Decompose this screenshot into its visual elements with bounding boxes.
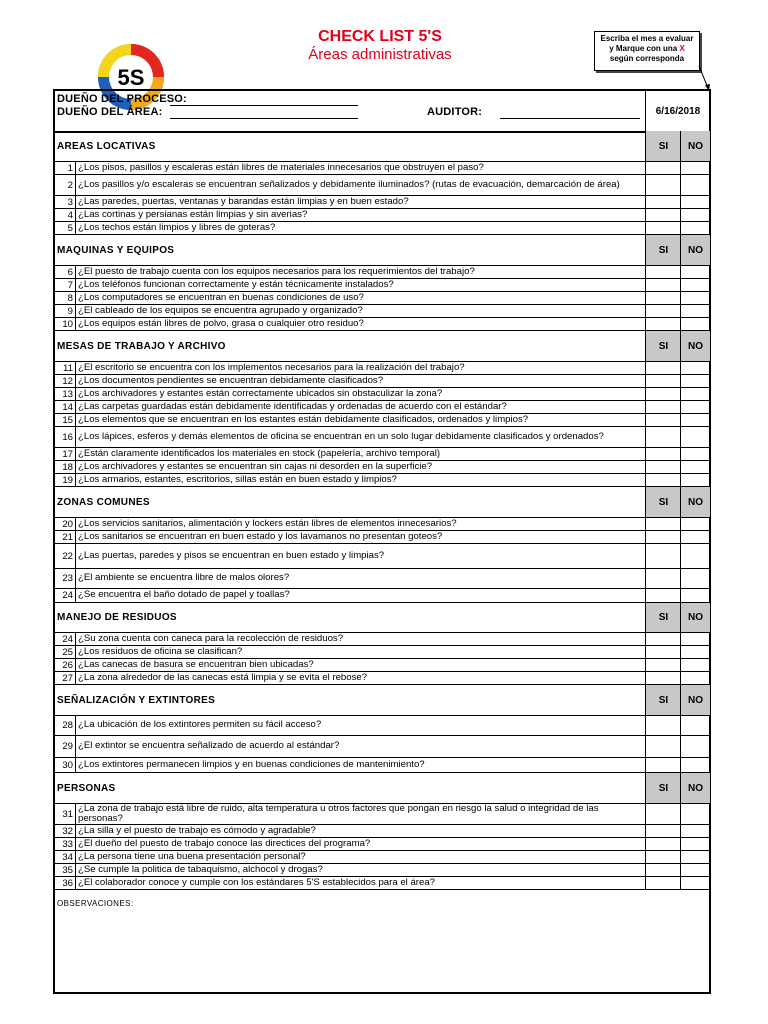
title-line2: Áreas administrativas <box>308 46 452 63</box>
item-question: ¿El cableado de los equipos se encuentra agrupado y organizado? <box>75 305 645 317</box>
item-question: ¿El puesto de trabajo cuenta con los equipos necesarios para los requerimientos del trabajo? <box>75 266 645 278</box>
no-checkbox[interactable] <box>680 461 709 473</box>
item-question: ¿Los archivadores y estantes se encuentran sin cajas ni desorden en la superficie? <box>75 461 645 473</box>
section-title: MANEJO DE RESIDUOS <box>57 612 177 623</box>
item-number: 6 <box>67 266 73 278</box>
si-column-header: SI <box>645 773 681 803</box>
section-header <box>55 487 709 518</box>
no-checkbox[interactable] <box>680 388 709 400</box>
checklist-item <box>55 427 709 448</box>
si-checkbox[interactable] <box>645 362 680 374</box>
si-checkbox[interactable] <box>645 716 680 735</box>
si-column-header: SI <box>645 685 681 715</box>
no-checkbox[interactable] <box>680 175 709 195</box>
checklist-item <box>55 716 709 736</box>
no-checkbox[interactable] <box>680 633 709 645</box>
si-checkbox[interactable] <box>645 672 680 684</box>
si-checkbox[interactable] <box>645 175 680 195</box>
si-checkbox[interactable] <box>645 461 680 473</box>
item-number: 32 <box>62 825 73 837</box>
si-checkbox[interactable] <box>645 266 680 278</box>
owner-process-field[interactable] <box>170 105 358 106</box>
item-number: 17 <box>62 448 73 460</box>
no-checkbox[interactable] <box>680 222 709 234</box>
section-header <box>55 773 709 804</box>
si-checkbox[interactable] <box>645 401 680 413</box>
no-column-header: NO <box>680 773 710 803</box>
item-number: 28 <box>62 720 73 731</box>
no-checkbox[interactable] <box>680 401 709 413</box>
item-number: 14 <box>62 401 73 413</box>
item-number: 11 <box>63 362 73 374</box>
no-checkbox[interactable] <box>680 474 709 486</box>
item-question: ¿Las canecas de basura se encuentran bien ubicadas? <box>75 659 645 671</box>
checklist-item <box>55 804 709 825</box>
si-checkbox[interactable] <box>645 589 680 602</box>
si-checkbox[interactable] <box>645 279 680 291</box>
section-title: MAQUINAS Y EQUIPOS <box>57 244 175 256</box>
no-column-header: NO <box>680 487 710 517</box>
item-number: 31 <box>62 808 73 820</box>
item-question: ¿Los documentos pendientes se encuentran debidamente clasificados? <box>75 375 645 387</box>
item-number: 21 <box>62 531 73 543</box>
checklist-item <box>55 448 709 461</box>
item-number: 29 <box>62 741 73 752</box>
item-question: ¿Los pasillos y/o escaleras se encuentran señalizados y debidamente iluminados? (rutas de evacuación, demarcación de área) <box>75 175 645 195</box>
si-column-header: SI <box>645 487 681 517</box>
checklist-item <box>55 474 709 487</box>
si-checkbox[interactable] <box>645 222 680 234</box>
section-title: AREAS LOCATIVAS <box>57 140 156 152</box>
no-checkbox[interactable] <box>680 804 709 824</box>
item-number: 23 <box>62 573 73 584</box>
si-checkbox[interactable] <box>645 388 680 400</box>
checklist-item <box>55 633 709 646</box>
item-question: ¿Los extintores permanecen limpios y en buenas condiciones de mantenimiento? <box>75 758 645 772</box>
item-question: ¿La zona de trabajo está libre de ruido, alta temperatura u otros factores que pongan en riesgo la salud o integridad de las personas? <box>75 804 645 824</box>
no-checkbox[interactable] <box>680 758 709 772</box>
no-checkbox[interactable] <box>680 864 709 876</box>
section-title: SEÑALIZACIÓN Y EXTINTORES <box>57 694 216 706</box>
item-question: ¿Las cortinas y persianas están limpias y sin averias? <box>75 209 645 221</box>
item-question: ¿El colaborador conoce y cumple con los estándares 5'S establecidos para el área? <box>75 877 645 889</box>
no-checkbox[interactable] <box>680 531 709 543</box>
item-question: ¿Los archivadores y estantes están correctamente ubicados sin obstaculizar la zona? <box>75 388 645 400</box>
no-checkbox[interactable] <box>680 362 709 374</box>
section-header <box>55 131 709 162</box>
checklist-item <box>55 305 709 318</box>
item-number: 1 <box>67 162 73 174</box>
checklist-item <box>55 162 709 175</box>
item-question: ¿Las puertas, paredes y pisos se encuentran en buen estado y limpias? <box>75 544 645 568</box>
observations-label: OBSERVACIONES: <box>57 899 134 908</box>
checklist-item <box>55 531 709 544</box>
no-checkbox[interactable] <box>680 646 709 658</box>
item-number: 24 <box>62 590 73 601</box>
si-checkbox[interactable] <box>645 414 680 426</box>
si-checkbox[interactable] <box>645 162 680 174</box>
section-title: MESAS DE TRABAJO Y ARCHIVO <box>57 340 226 352</box>
item-question: ¿La silla y el puesto de trabajo es cómodo y agradable? <box>75 825 645 837</box>
checklist-item <box>55 196 709 209</box>
item-number: 15 <box>62 414 73 426</box>
no-checkbox[interactable] <box>680 318 709 330</box>
item-number: 3 <box>67 196 73 208</box>
item-number: 8 <box>67 292 73 304</box>
note-x-mark: X <box>679 44 685 53</box>
checklist-item <box>55 736 709 758</box>
checklist-item <box>55 851 709 864</box>
si-checkbox[interactable] <box>645 659 680 671</box>
item-number: 24 <box>62 633 73 645</box>
checklist-item <box>55 569 709 589</box>
checklist-item <box>55 401 709 414</box>
item-question: ¿Los servicios sanitarios, alimentación y lockers están libres de elementos innecesarios? <box>75 518 645 530</box>
item-question: ¿Los pisos, pasillos y escaleras están libres de materiales innecesarios que obstruyen el paso? <box>75 162 645 174</box>
no-checkbox[interactable] <box>680 305 709 317</box>
auditor-label: AUDITOR: <box>427 106 483 118</box>
item-question: ¿La zona alrededor de las canecas está limpia y se evita el rebose? <box>75 672 645 684</box>
no-checkbox[interactable] <box>680 877 709 889</box>
si-checkbox[interactable] <box>645 569 680 588</box>
no-checkbox[interactable] <box>680 716 709 735</box>
no-checkbox[interactable] <box>680 672 709 684</box>
checklist-item <box>55 589 709 603</box>
item-number: 20 <box>62 518 73 530</box>
no-checkbox[interactable] <box>680 569 709 588</box>
checklist-item <box>55 318 709 331</box>
si-checkbox[interactable] <box>645 474 680 486</box>
no-checkbox[interactable] <box>680 279 709 291</box>
checklist-item <box>55 877 709 890</box>
no-column-header: NO <box>680 685 710 715</box>
no-checkbox[interactable] <box>680 736 709 757</box>
checklist-item <box>55 646 709 659</box>
checklist-item <box>55 461 709 474</box>
section-header <box>55 331 709 362</box>
si-checkbox[interactable] <box>645 209 680 221</box>
si-checkbox[interactable] <box>645 318 680 330</box>
no-checkbox[interactable] <box>680 825 709 837</box>
no-column-header: NO <box>680 235 710 265</box>
no-checkbox[interactable] <box>680 589 709 602</box>
checklist-item <box>55 175 709 196</box>
item-number: 35 <box>62 864 73 876</box>
section-header <box>55 685 709 716</box>
checklist-item <box>55 659 709 672</box>
no-checkbox[interactable] <box>680 414 709 426</box>
item-question: ¿Están claramente identificados los materiales en stock (papelería, archivo temporal) <box>75 448 645 460</box>
si-checkbox[interactable] <box>645 633 680 645</box>
no-column-header: NO <box>680 131 710 161</box>
no-checkbox[interactable] <box>680 292 709 304</box>
item-number: 2 <box>67 179 73 191</box>
item-question: ¿Los elementos que se encuentran en los estantes están debidamente clasificados, ordenados y limpios? <box>75 414 645 426</box>
si-checkbox[interactable] <box>645 448 680 460</box>
checklist-item <box>55 544 709 569</box>
no-checkbox[interactable] <box>680 196 709 208</box>
si-checkbox[interactable] <box>645 804 680 824</box>
checklist-item <box>55 292 709 305</box>
si-checkbox[interactable] <box>645 825 680 837</box>
item-number: 9 <box>67 305 73 317</box>
checklist-item <box>55 362 709 375</box>
no-checkbox[interactable] <box>680 659 709 671</box>
item-question: ¿La persona tiene una buena presentación personal? <box>75 851 645 863</box>
item-number: 36 <box>62 877 73 889</box>
item-question: ¿Los teléfonos funcionan correctamente y están técnicamente instalados? <box>75 279 645 291</box>
owner-process-label: DUEÑO DEL PROCESO: <box>57 93 187 105</box>
item-number: 33 <box>62 838 73 850</box>
item-question: ¿Los lápices, esferos y demás elementos de oficina se encuentran en un solo lugar debidamente clasificados y ordenados? <box>75 427 645 447</box>
item-question: ¿Los residuos de oficina se clasifican? <box>75 646 645 658</box>
si-checkbox[interactable] <box>645 427 680 447</box>
checklist-item <box>55 279 709 292</box>
item-question: ¿Se encuentra el baño dotado de papel y toallas? <box>75 589 645 602</box>
checklist-item <box>55 388 709 401</box>
date-field[interactable]: 6/16/2018 <box>645 91 710 131</box>
no-checkbox[interactable] <box>680 375 709 387</box>
item-number: 18 <box>62 461 73 473</box>
item-question: ¿Los sanitarios se encuentran en buen estado y los lavamanos no presentan goteos? <box>75 531 645 543</box>
no-checkbox[interactable] <box>680 448 709 460</box>
checklist-item <box>55 758 709 773</box>
item-number: 12 <box>62 375 73 387</box>
section-title: PERSONAS <box>57 782 116 794</box>
no-checkbox[interactable] <box>680 427 709 447</box>
checklist-item <box>55 672 709 685</box>
si-checkbox[interactable] <box>645 544 680 568</box>
si-checkbox[interactable] <box>645 531 680 543</box>
checklist-item <box>55 825 709 838</box>
item-question: ¿El dueño del puesto de trabajo conoce las directices del programa? <box>75 838 645 850</box>
no-column-header: NO <box>680 603 710 632</box>
item-question: ¿Se cumple la politica de tabaquismo, alchocol y drogas? <box>75 864 645 876</box>
no-checkbox[interactable] <box>680 838 709 850</box>
item-number: 7 <box>67 279 73 291</box>
item-question: ¿El extintor se encuentra señalizado de acuerdo al estándar? <box>75 736 645 757</box>
auditor-field[interactable] <box>500 118 640 119</box>
no-checkbox[interactable] <box>680 544 709 568</box>
logo-text: 5S <box>117 65 145 90</box>
owner-area-field[interactable] <box>170 118 358 119</box>
note-line2 <box>595 44 699 54</box>
item-question: ¿El ambiente se encuentra libre de malos olores? <box>75 569 645 588</box>
title-line1: CHECK LIST 5'S <box>318 28 442 45</box>
si-checkbox[interactable] <box>645 851 680 863</box>
no-checkbox[interactable] <box>680 266 709 278</box>
si-checkbox[interactable] <box>645 736 680 757</box>
note-line1: Escriba el mes a evaluar <box>600 34 694 43</box>
si-checkbox[interactable] <box>645 292 680 304</box>
item-number: 25 <box>62 646 73 658</box>
si-checkbox[interactable] <box>645 375 680 387</box>
item-question: ¿La ubicación de los extintores permiten su fácil acceso? <box>75 716 645 735</box>
item-number: 13 <box>62 388 73 400</box>
item-question: ¿Los equipos están libres de polvo, grasa o cualquier otro residuo? <box>75 318 645 330</box>
section-header <box>55 603 709 633</box>
checklist-item <box>55 266 709 279</box>
si-checkbox[interactable] <box>645 864 680 876</box>
si-column-header: SI <box>645 131 681 161</box>
si-column-header: SI <box>645 331 681 361</box>
item-question: ¿El escritorio se encuentra con los implementos necesarios para la realización del trabajo? <box>75 362 645 374</box>
item-question: ¿Los armarios, estantes, escritorios, sillas están en buen estado y limpios? <box>75 474 645 486</box>
checklist-item <box>55 209 709 222</box>
no-column-header: NO <box>680 331 710 361</box>
item-number: 16 <box>62 431 73 443</box>
no-checkbox[interactable] <box>680 518 709 530</box>
checklist-item <box>55 864 709 877</box>
no-checkbox[interactable] <box>680 162 709 174</box>
item-number: 34 <box>62 851 73 863</box>
si-checkbox[interactable] <box>645 305 680 317</box>
document-title <box>250 28 510 64</box>
item-number: 27 <box>62 672 73 684</box>
si-checkbox[interactable] <box>645 518 680 530</box>
checklist-item <box>55 838 709 851</box>
item-number: 22 <box>62 550 73 562</box>
si-checkbox[interactable] <box>645 877 680 889</box>
si-column-header: SI <box>645 603 681 632</box>
no-checkbox[interactable] <box>680 851 709 863</box>
si-checkbox[interactable] <box>645 646 680 658</box>
checklist-item <box>55 375 709 388</box>
checklist-item <box>55 222 709 235</box>
no-checkbox[interactable] <box>680 209 709 221</box>
item-question: ¿Los computadores se encuentran en buenas condiciones de uso? <box>75 292 645 304</box>
checklist-item <box>55 518 709 531</box>
note-line2-text: y Marque con una <box>609 44 680 53</box>
checklist-item <box>55 414 709 427</box>
item-question: ¿Las paredes, puertas, ventanas y barandas están limpias y en buen estado? <box>75 196 645 208</box>
form-header <box>55 91 709 133</box>
checklist-form <box>53 89 711 994</box>
item-question: ¿Su zona cuenta con caneca para la recolección de residuos? <box>75 633 645 645</box>
item-number: 10 <box>62 318 73 330</box>
section-title: ZONAS COMUNES <box>57 496 150 508</box>
item-number: 4 <box>67 209 73 221</box>
si-checkbox[interactable] <box>645 838 680 850</box>
item-number: 5 <box>67 222 73 234</box>
si-column-header: SI <box>645 235 681 265</box>
si-checkbox[interactable] <box>645 758 680 772</box>
si-checkbox[interactable] <box>645 196 680 208</box>
item-question: ¿Los techos están limpios y libres de goteras? <box>75 222 645 234</box>
item-number: 19 <box>62 474 73 486</box>
section-header <box>55 235 709 266</box>
instruction-note <box>594 31 700 71</box>
item-number: 26 <box>62 659 73 671</box>
item-question: ¿Las carpetas guardadas están debidamente identificadas y ordenadas de acuerdo con el estándar? <box>75 401 645 413</box>
item-number: 30 <box>62 759 73 771</box>
note-line3: según corresponda <box>609 54 685 63</box>
owner-area-label: DUEÑO DEL ÁREA: <box>57 106 163 118</box>
